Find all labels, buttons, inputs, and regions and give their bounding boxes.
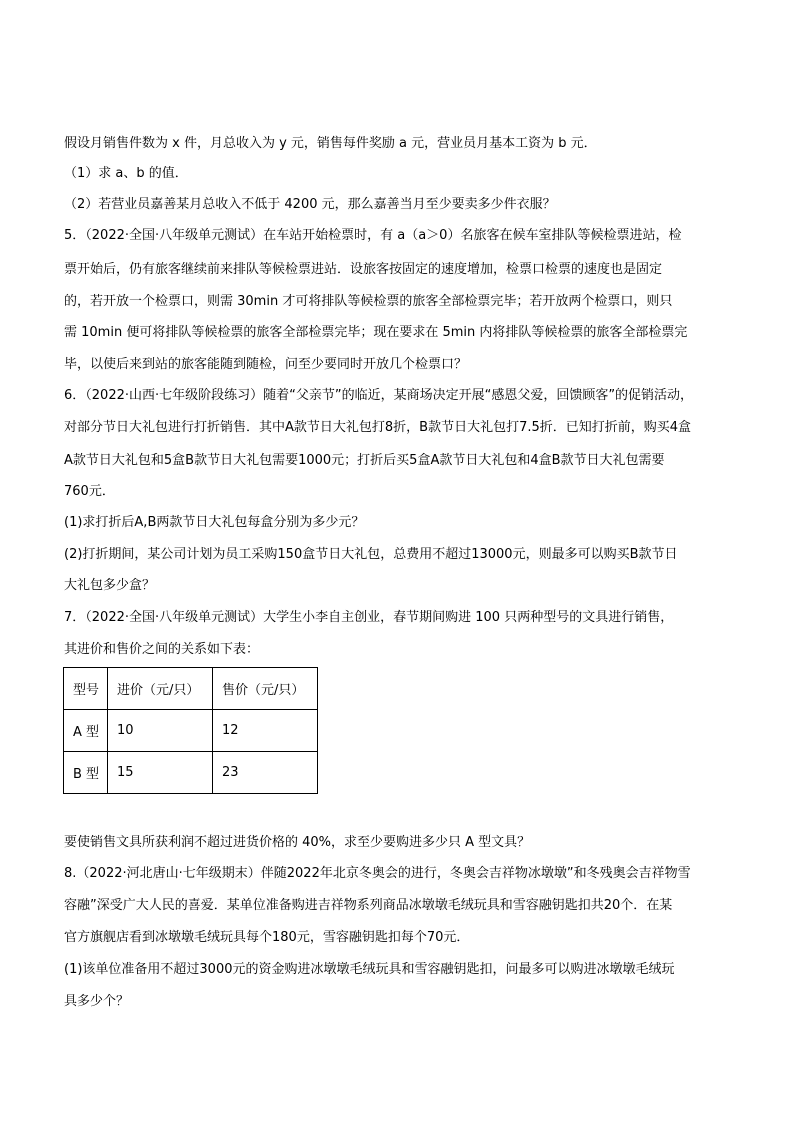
line-2: （2）若营业员嘉善某月总收入不低于 4200 元，那么嘉善当月至少要卖多少件衣服？	[64, 197, 556, 212]
table-header-cell: 进价（元/只）	[108, 668, 213, 710]
line-14: 大礼包多少盒？	[64, 578, 156, 593]
line-9: 对部分节日大礼包进行打折销售．其中A款节日大礼包打8折，B款节日大礼包打7.5折．已知打折前，购买4盒	[64, 420, 692, 435]
table-cell: B 型	[64, 752, 108, 794]
line-21: (1)该单位准备用不超过3000元的资金购进冰墩墩毛绒玩具和雪容融钥匙扣，问最多可以购进冰墩墩毛绒玩	[64, 962, 675, 977]
line-17: 要使销售文具所获利润不超过进货价格的 40%，求至少要购进多少只 A 型文具？	[64, 835, 531, 850]
table-cell: 10	[108, 710, 213, 752]
line-20: 官方旗舰店看到冰墩墩毛绒玩具每个180元，雪容融钥匙扣每个70元．	[64, 930, 470, 945]
line-3: 5．（2022·全国·八年级单元测试）在车站开始检票时，有 a（a＞0）名旅客在候车室排队等候检票进站，检	[64, 228, 682, 243]
table-cell: 12	[213, 710, 318, 752]
table-header-row	[64, 668, 318, 710]
line-10: A款节日大礼包和5盒B款节日大礼包需要1000元；打折后买5盒A款节日大礼包和4盒B款节日大礼包需要	[64, 453, 665, 468]
table-header-cell: 型号	[64, 668, 108, 710]
table-row	[64, 752, 318, 794]
line-4: 票开始后，仍有旅客继续前来排队等候检票进站．设旅客按固定的速度增加，检票口检票的速度也是固定	[64, 262, 663, 277]
line-22: 具多少个？	[64, 994, 130, 1009]
line-12: (1)求打折后A,B两款节日大礼包每盒分别为多少元？	[64, 515, 365, 530]
line-6: 需 10min 便可将排队等候检票的旅客全部检票完毕；现在要求在 5min 内将排队等候检票的旅客全部检票完	[64, 325, 688, 340]
line-19: 容融”深受广大人民的喜爱．某单位准备购进吉祥物系列商品冰墩墩毛绒玩具和雪容融钥匙扣共20个．在某	[64, 898, 673, 913]
table-row	[64, 710, 318, 752]
line-8: 6．（2022·山西·七年级阶段练习）随着“父亲节”的临近，某商场决定开展“感恩父爱，回馈顾客”的促销活动，	[64, 388, 694, 403]
table-header-cell: 售价（元/只）	[213, 668, 318, 710]
line-1: （1）求 a、b 的值．	[64, 166, 188, 181]
line-16: 其进价和售价之间的关系如下表：	[64, 642, 260, 657]
line-7: 毕，以使后来到站的旅客能随到随检，问至少要同时开放几个检票口？	[64, 357, 468, 372]
line-18: 8.（2022·河北唐山·七年级期末）伴随2022年北京冬奥会的进行，冬奥会吉祥物冰墩墩”和冬残奥会吉祥物雪	[64, 866, 691, 881]
line-11: 760元．	[64, 484, 115, 499]
line-13: (2)打折期间，某公司计划为员工采购150盒节日大礼包，总费用不超过13000元，则最多可以购买B款节日	[64, 547, 678, 562]
table-cell: 23	[213, 752, 318, 794]
line-0: 假设月销售件数为 x 件，月总收入为 y 元，销售每件奖励 a 元，营业员月基本工资为 b 元．	[64, 136, 597, 151]
price-table	[63, 667, 318, 794]
line-5: 的，若开放一个检票口，则需 30min 才可将排队等候检票的旅客全部检票完毕；若开放两个检票口，则只	[64, 294, 673, 309]
table-cell: A 型	[64, 710, 108, 752]
table-cell: 15	[108, 752, 213, 794]
line-15: 7．（2022·全国·八年级单元测试）大学生小李自主创业，春节期间购进 100 只两种型号的文具进行销售，	[64, 610, 674, 625]
